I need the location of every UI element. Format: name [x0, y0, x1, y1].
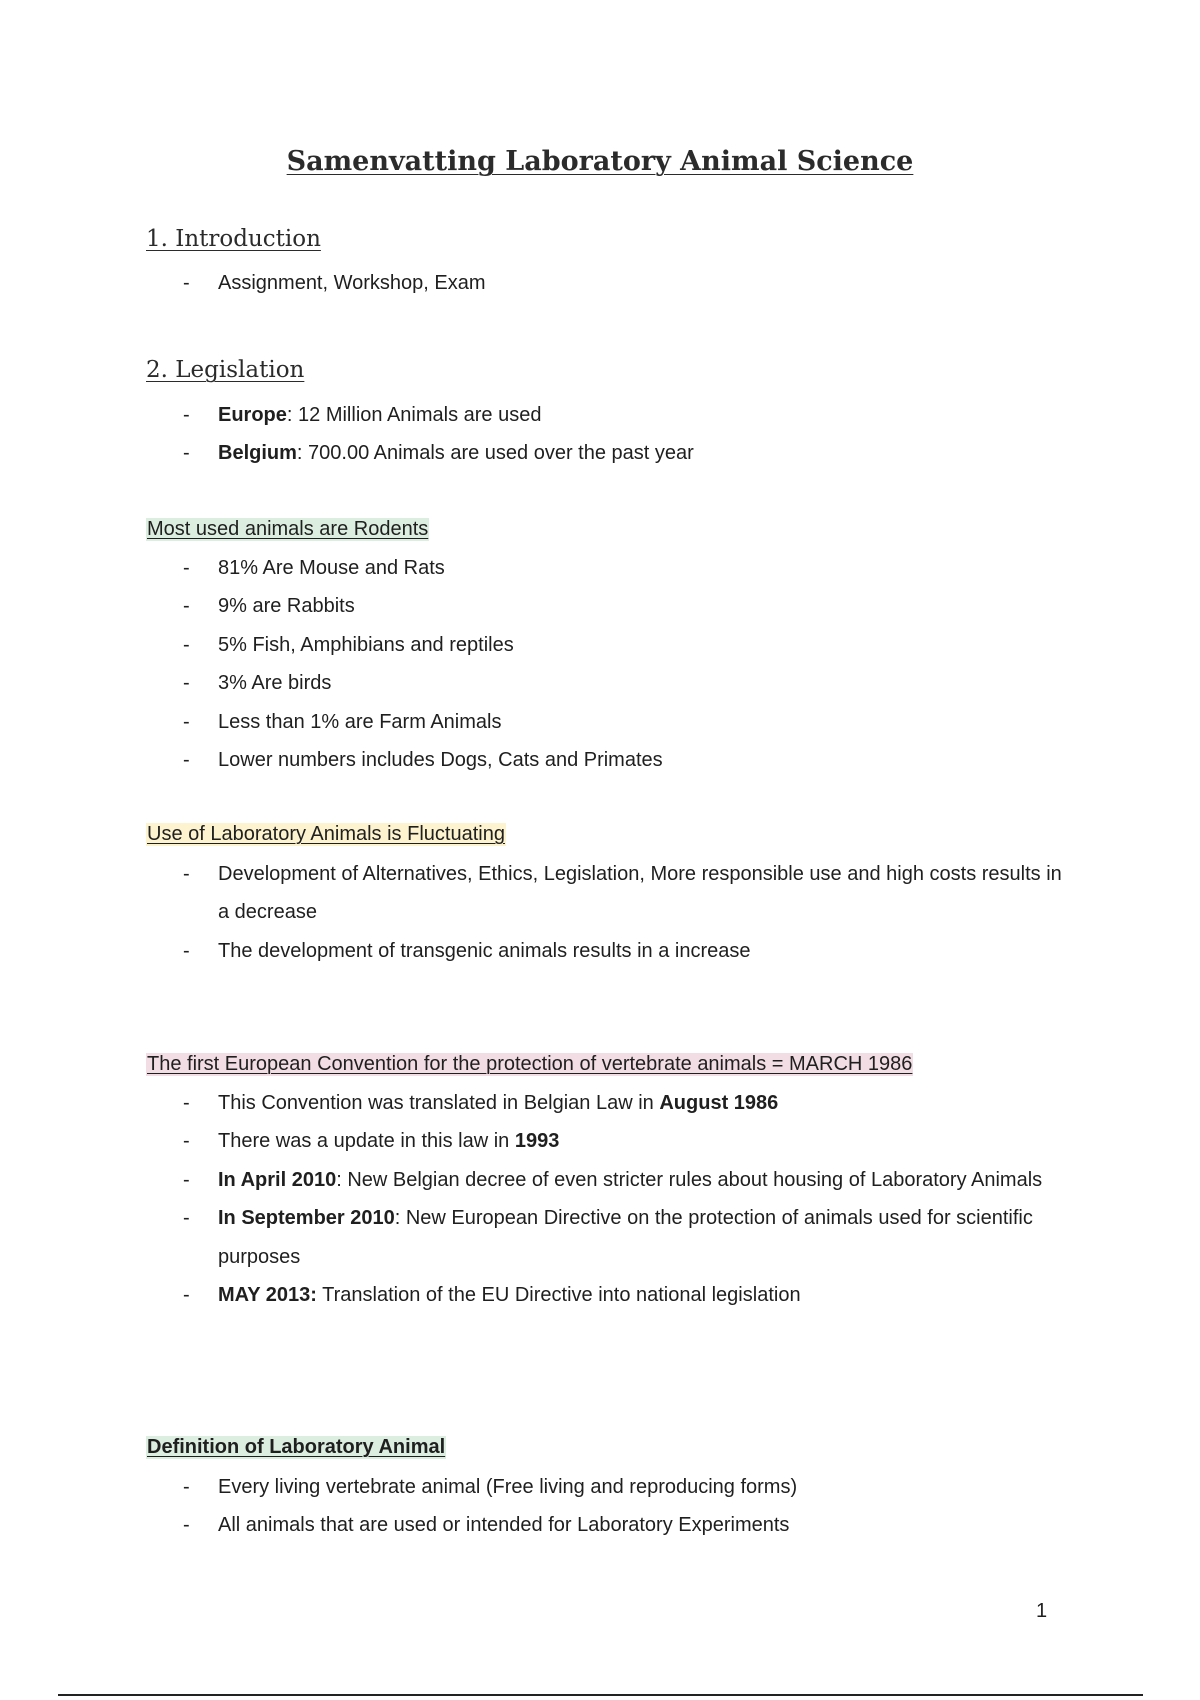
- list-item: - There was a update in this law in 1993: [183, 1130, 560, 1153]
- list-item: - Less than 1% are Farm Animals: [183, 710, 502, 733]
- subheading-fluctuating: Use of Laboratory Animals is Fluctuating: [147, 823, 505, 845]
- list-item: - In April 2010: New Belgian decree of even stricter rules about housing of Laboratory Animals: [183, 1168, 1043, 1191]
- heading-introduction: 1. Introduction: [146, 226, 321, 252]
- definition-list: [0, 1468, 1200, 1545]
- subheading-convention: The first European Convention for the protection of vertebrate animals = MARCH 1986: [147, 1053, 913, 1075]
- list-item: - Assignment, Workshop, Exam: [183, 272, 486, 294]
- list-item: - The development of transgenic animals results in a increase: [183, 939, 751, 962]
- legislation-list: [0, 396, 1200, 473]
- rodents-list: [0, 549, 1200, 779]
- list-item: - 9% are Rabbits: [183, 595, 355, 618]
- list-item: - 3% Are birds: [183, 672, 332, 695]
- subheading-definition: Definition of Laboratory Animal: [147, 1436, 446, 1458]
- list-item: - MAY 2013: Translation of the EU Directive into national legislation: [183, 1284, 801, 1307]
- list-item: - 5% Fish, Amphibians and reptiles: [183, 633, 514, 656]
- list-item: - Lower numbers includes Dogs, Cats and Primates: [183, 749, 663, 772]
- list-item: - Every living vertebrate animal (Free living and reproducing forms): [183, 1476, 798, 1498]
- list-item: - This Convention was translated in Belgian Law in August 1986: [183, 1092, 779, 1114]
- convention-list: [0, 1084, 1200, 1314]
- intro-list: [0, 264, 1200, 302]
- list-item: - Development of Alternatives, Ethics, Legislation, More responsible use and high costs results in a decrease: [183, 863, 1062, 924]
- subheading-rodents: Most used animals are Rodents: [147, 518, 429, 540]
- list-item: - All animals that are used or intended for Laboratory Experiments: [183, 1514, 790, 1537]
- fluctuating-list: [0, 855, 1200, 970]
- page-number: 1: [1036, 1600, 1048, 1622]
- document-title: Samenvatting Laboratory Animal Science: [286, 146, 914, 177]
- list-item: - In September 2010: New European Directive on the protection of animals used for scientific purposes: [183, 1207, 1033, 1268]
- list-item: - Europe: 12 Million Animals are used: [183, 404, 542, 426]
- list-item: - Belgium: 700.00 Animals are used over the past year: [183, 442, 694, 465]
- list-item: - 81% Are Mouse and Rats: [183, 557, 445, 579]
- page-bottom-rule: [58, 1694, 1143, 1696]
- heading-legislation: 2. Legislation: [146, 357, 305, 383]
